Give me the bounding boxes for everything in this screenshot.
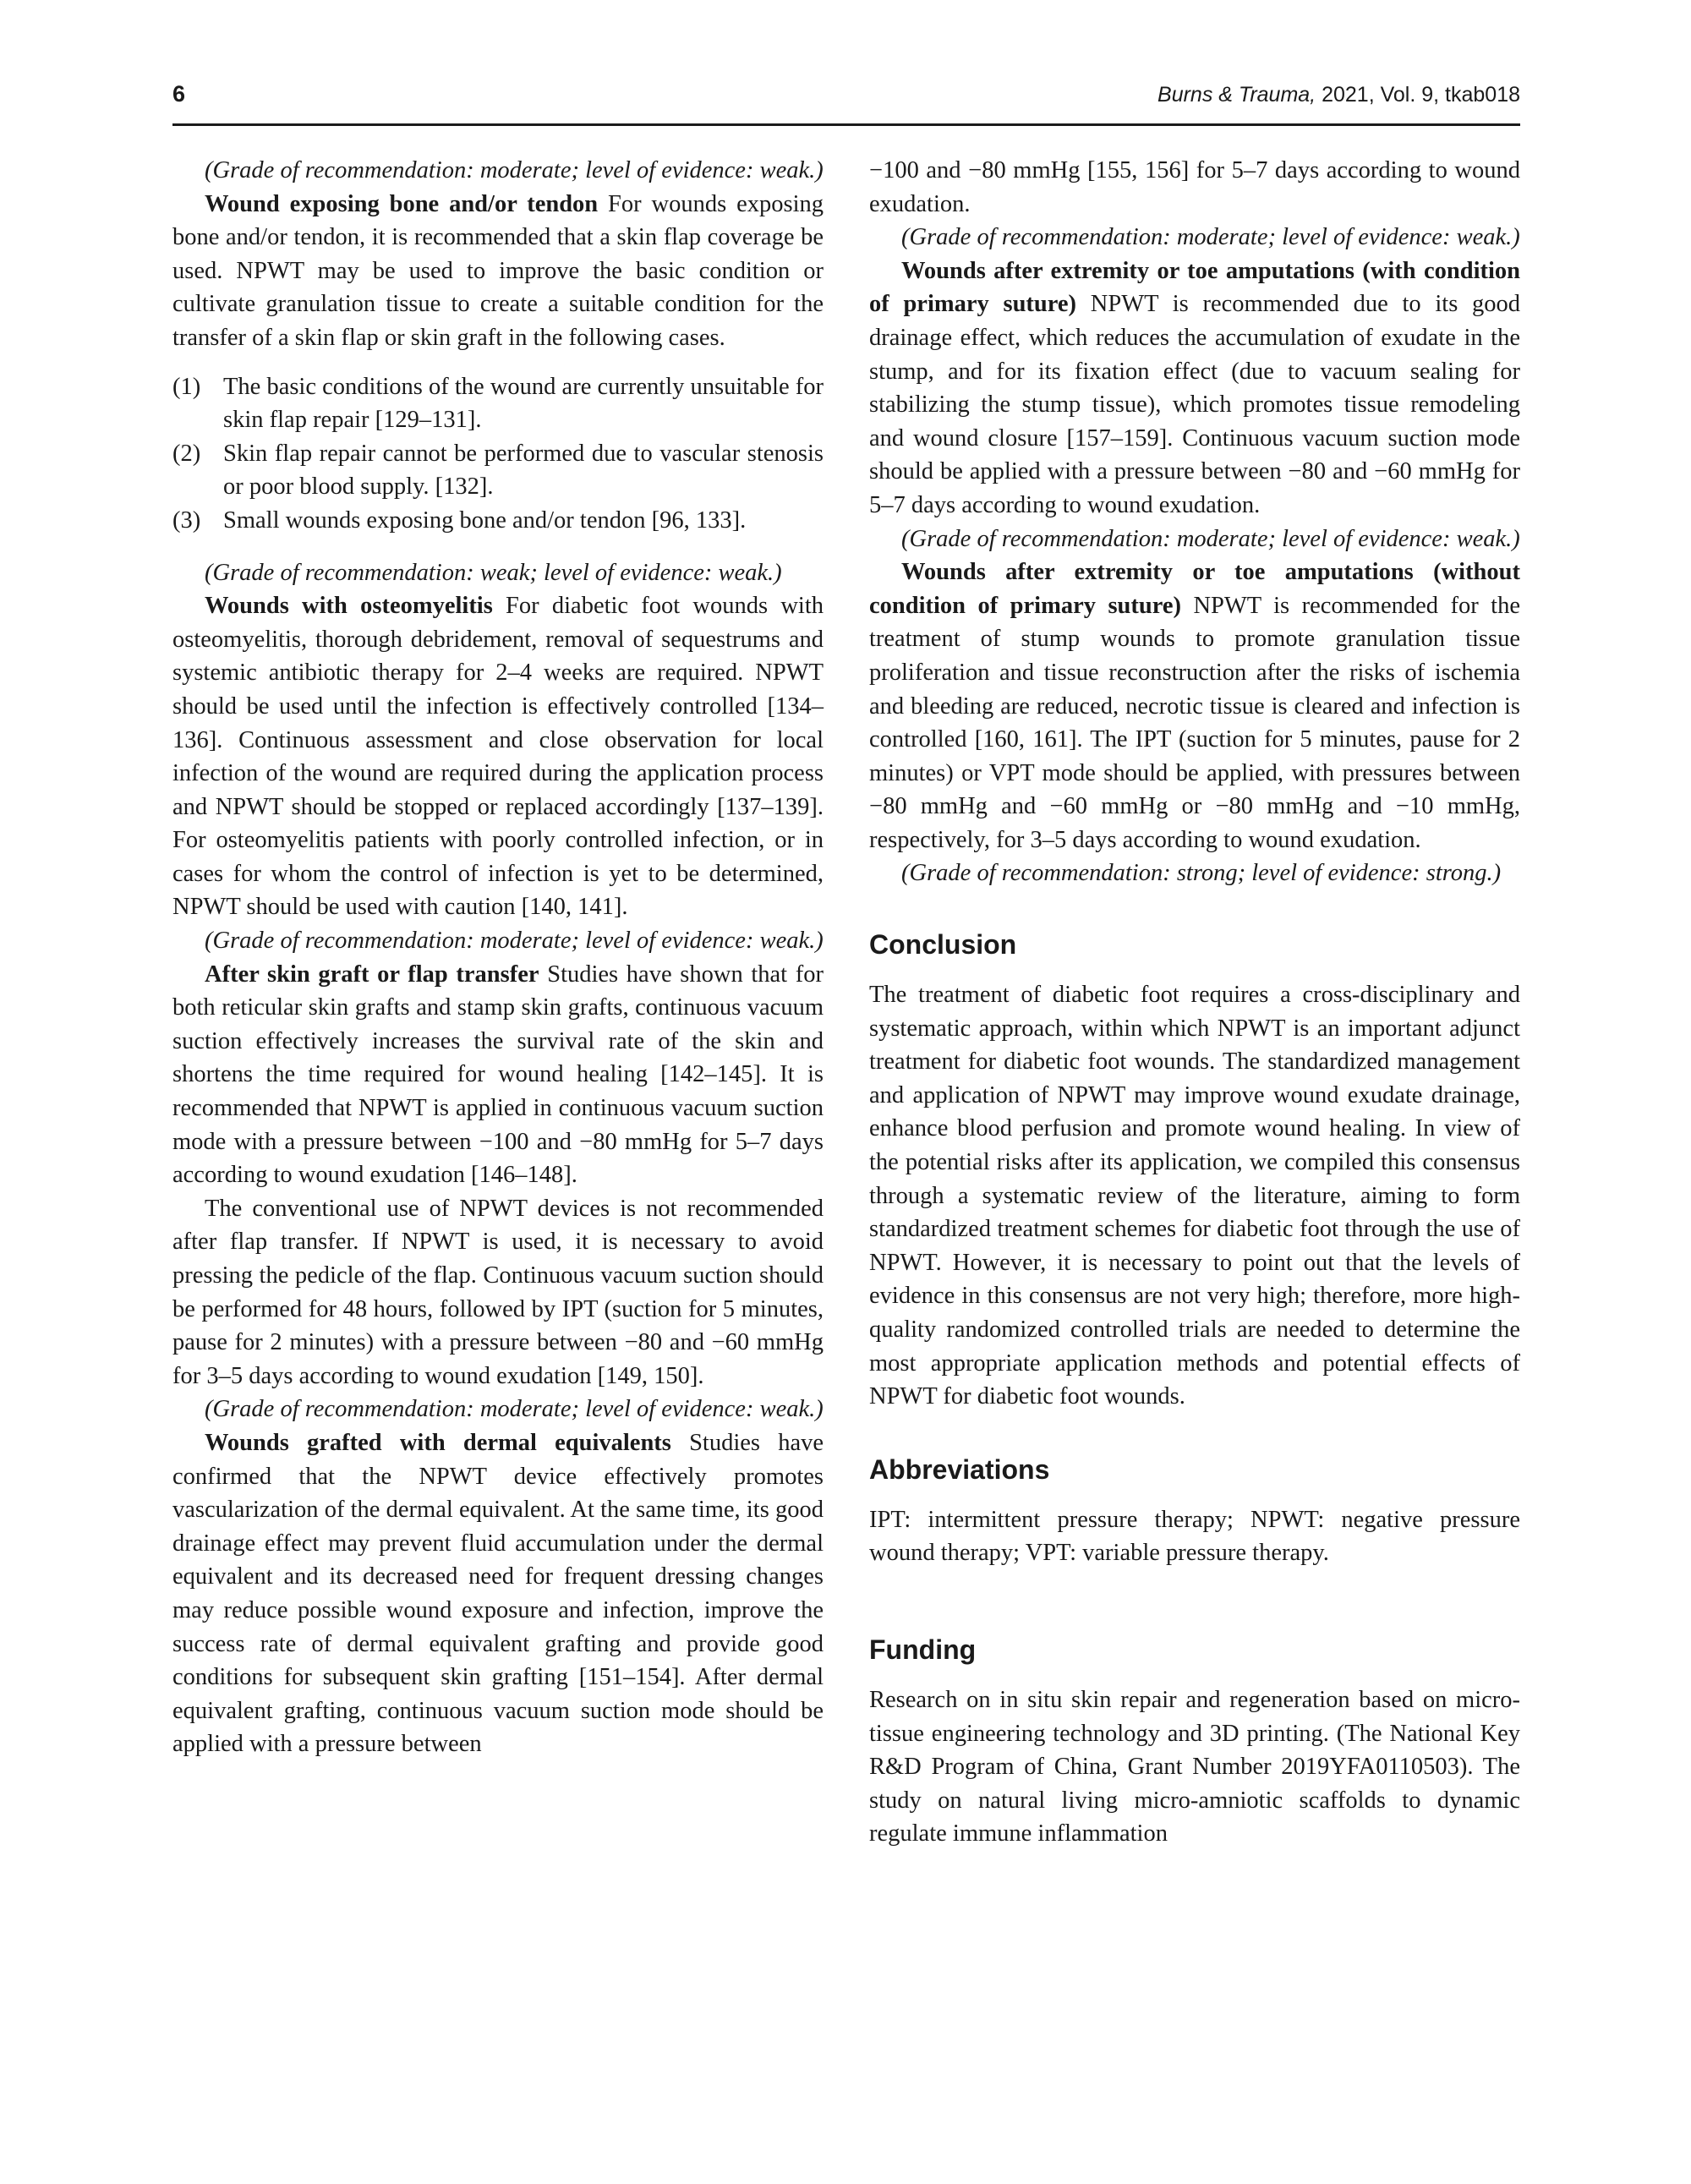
lead-osteomyelitis: Wounds with osteomyelitis bbox=[205, 593, 493, 620]
grade-recommendation: (Grade of recommendation: moderate; level of evidence: weak.) bbox=[205, 1396, 824, 1423]
text-dermal: Studies have confirmed that the NPWT device effectively promotes vascularization of the dermal equivalent. At the same time, its good drainage effect may prevent fluid accumulation under the dermal equivalent and its decreased need for frequent dressing changes may reduce possible wound exposure and infection, improve the success rate of dermal equivalent grafting and provide good conditions for subsequent skin grafting [151–154]. After dermal equivalent grafting, continuous vacuum suction mode should be applied with a pressure between bbox=[172, 1429, 824, 1758]
list-item bbox=[172, 504, 824, 538]
lead-amputation-with-suture: Wounds after extremity or toe amputations (with condition of primary suture) bbox=[869, 257, 1520, 318]
list-number: (3) bbox=[172, 506, 201, 534]
case-list bbox=[172, 370, 824, 538]
list-text: Small wounds exposing bone and/or tendon [96, 133]. bbox=[223, 506, 747, 534]
grade-recommendation: (Grade of recommendation: strong; level of evidence: strong.) bbox=[901, 860, 1502, 887]
text-amputation-without-suture: NPWT is recommended for the treatment of stump wounds to promote granulation tissue proliferation and tissue reconstruction after the risks of ischemia and bleeding are reduced, necrotic tissue is cleared and infection is controlled [160, 161]. The IPT (suction for 5 minutes, pause for 2 minutes) or VPT mode should be applied, with pressures between −80 mmHg and −60 mmHg or −80 mmHg and −10 mmHg, respectively, for 3–5 days according to wound exudation. bbox=[869, 592, 1520, 853]
paragraph-graft-flap bbox=[172, 958, 824, 1192]
heading-funding: Funding bbox=[869, 1634, 977, 1665]
paragraph-osteomyelitis bbox=[172, 589, 824, 924]
list-number: (2) bbox=[172, 440, 201, 467]
paragraph-dermal-continued: −100 and −80 mmHg [155, 156] for 5–7 days according to wound exudation. bbox=[869, 157, 1520, 217]
list-item bbox=[172, 437, 824, 504]
grade-recommendation: (Grade of recommendation: weak; level of evidence: weak.) bbox=[205, 559, 782, 586]
page-number: 6 bbox=[172, 81, 186, 107]
journal-citation: 2021, Vol. 9, tkab018 bbox=[1316, 83, 1520, 107]
grade-recommendation: (Grade of recommendation: moderate; level of evidence: weak.) bbox=[901, 525, 1520, 552]
list-text: The basic conditions of the wound are currently unsuitable for skin flap repair [129–131]. bbox=[223, 373, 824, 434]
grade-recommendation: (Grade of recommendation: moderate; level of evidence: weak.) bbox=[205, 157, 824, 183]
paragraph-funding: Research on in situ skin repair and regeneration based on micro-tissue engineering technology and 3D printing. (The National Key R&D Program of China, Grant Number 2019YFA0110503). The study on natural living micro-amniotic scaffolds to dynamic regulate immune inflammation bbox=[869, 1686, 1520, 1847]
grade-recommendation: (Grade of recommendation: moderate; level of evidence: weak.) bbox=[901, 224, 1520, 251]
text-graft-flap: Studies have shown that for both reticular skin grafts and stamp skin grafts, continuous vacuum suction effectively increases the survival rate of the skin and shortens the time required for wound healing [142–145]. It is recommended that NPWT is applied in continuous vacuum suction mode with a pressure between −100 and −80 mmHg for 5–7 days according to wound exudation [146–148]. bbox=[172, 961, 824, 1189]
lead-graft-flap: After skin graft or flap transfer bbox=[205, 961, 539, 988]
lead-amputation-without-suture: Wounds after extremity or toe amputations (without condition of primary suture) bbox=[869, 559, 1520, 619]
header-rule bbox=[172, 123, 1520, 126]
left-column bbox=[172, 154, 824, 1761]
heading-conclusion: Conclusion bbox=[869, 929, 1017, 961]
paragraph-bone-tendon bbox=[172, 188, 824, 355]
text-amputation-with-suture: NPWT is recommended due to its good drainage effect, which reduces the accumulation of exudate in the stump, and for its fixation effect (due to vacuum sealing for stabilizing the stump tissue), which promotes tissue remodeling and wound closure [157–159]. Continuous vacuum suction mode should be applied with a pressure between −80 and −60 mmHg for 5–7 days according to wound exudation. bbox=[869, 291, 1521, 518]
list-text: Skin flap repair cannot be performed due to vascular stenosis or poor blood supply. [132]. bbox=[223, 440, 824, 501]
paragraph-abbreviations: IPT: intermittent pressure therapy; NPWT: negative pressure wound therapy; VPT: variable pressure therapy. bbox=[869, 1506, 1520, 1567]
heading-abbreviations: Abbreviations bbox=[869, 1453, 1050, 1485]
grade-recommendation: (Grade of recommendation: moderate; level of evidence: weak.) bbox=[205, 928, 824, 955]
journal-title: Burns & Trauma, bbox=[1157, 83, 1316, 107]
list-item bbox=[172, 370, 824, 437]
text-osteomyelitis: For diabetic foot wounds with osteomyelitis, thorough debridement, removal of sequestrums and systemic antibiotic therapy for 2–4 weeks are required. NPWT should be used until the infection is effectively controlled [134–136]. Continuous assessment and close observation for local infection of the wound are required during the application process and NPWT should be stopped or replaced accordingly [137–139]. For osteomyelitis patients with poorly controlled infection, or in cases for whom the control of infection is yet to be determined, NPWT should be used with caution [140, 141]. bbox=[172, 593, 824, 921]
paragraph-amputation-with-suture bbox=[869, 255, 1520, 523]
lead-dermal: Wounds grafted with dermal equivalents bbox=[205, 1429, 671, 1456]
paragraph-dermal bbox=[172, 1426, 824, 1761]
right-column bbox=[869, 154, 1520, 1851]
text-bone-tendon: For wounds exposing bone and/or tendon, it is recommended that a skin flap coverage be used. NPWT may be used to improve the basic condition or cultivate granulation tissue to create a suitable condition for the transfer of a skin flap or skin graft in the following cases. bbox=[172, 190, 824, 351]
paragraph-conclusion: The treatment of diabetic foot requires a cross-disciplinary and systematic approach, within which NPWT is an important adjunct treatment for diabetic foot wounds. The standardized management and application of NPWT may improve wound exudate drainage, enhance blood perfusion and promote wound healing. In view of the potential risks after its application, we compiled this consensus through a systematic review of the literature, aiming to form standardized treatment schemes for diabetic foot through the use of NPWT. However, it is necessary to point out that the levels of evidence in this consensus are not very high; therefore, more high-quality randomized controlled trials are needed to determine the most appropriate application methods and potential effects of NPWT for diabetic foot wounds. bbox=[869, 982, 1520, 1410]
paragraph-flap-conventional: The conventional use of NPWT devices is not recommended after flap transfer. If NPWT is used, it is necessary to avoid pressing the pedicle of the flap. Continuous vacuum suction should be performed for 48 hours, followed by IPT (suction for 5 minutes, pause for 2 minutes) with a pressure between −80 and −60 mmHg for 3–5 days according to wound exudation [149, 150]. bbox=[172, 1195, 824, 1389]
list-number: (1) bbox=[172, 373, 201, 400]
paragraph-amputation-without-suture bbox=[869, 556, 1520, 857]
journal-reference bbox=[1157, 83, 1520, 107]
lead-bone-tendon: Wound exposing bone and/or tendon bbox=[205, 190, 599, 217]
